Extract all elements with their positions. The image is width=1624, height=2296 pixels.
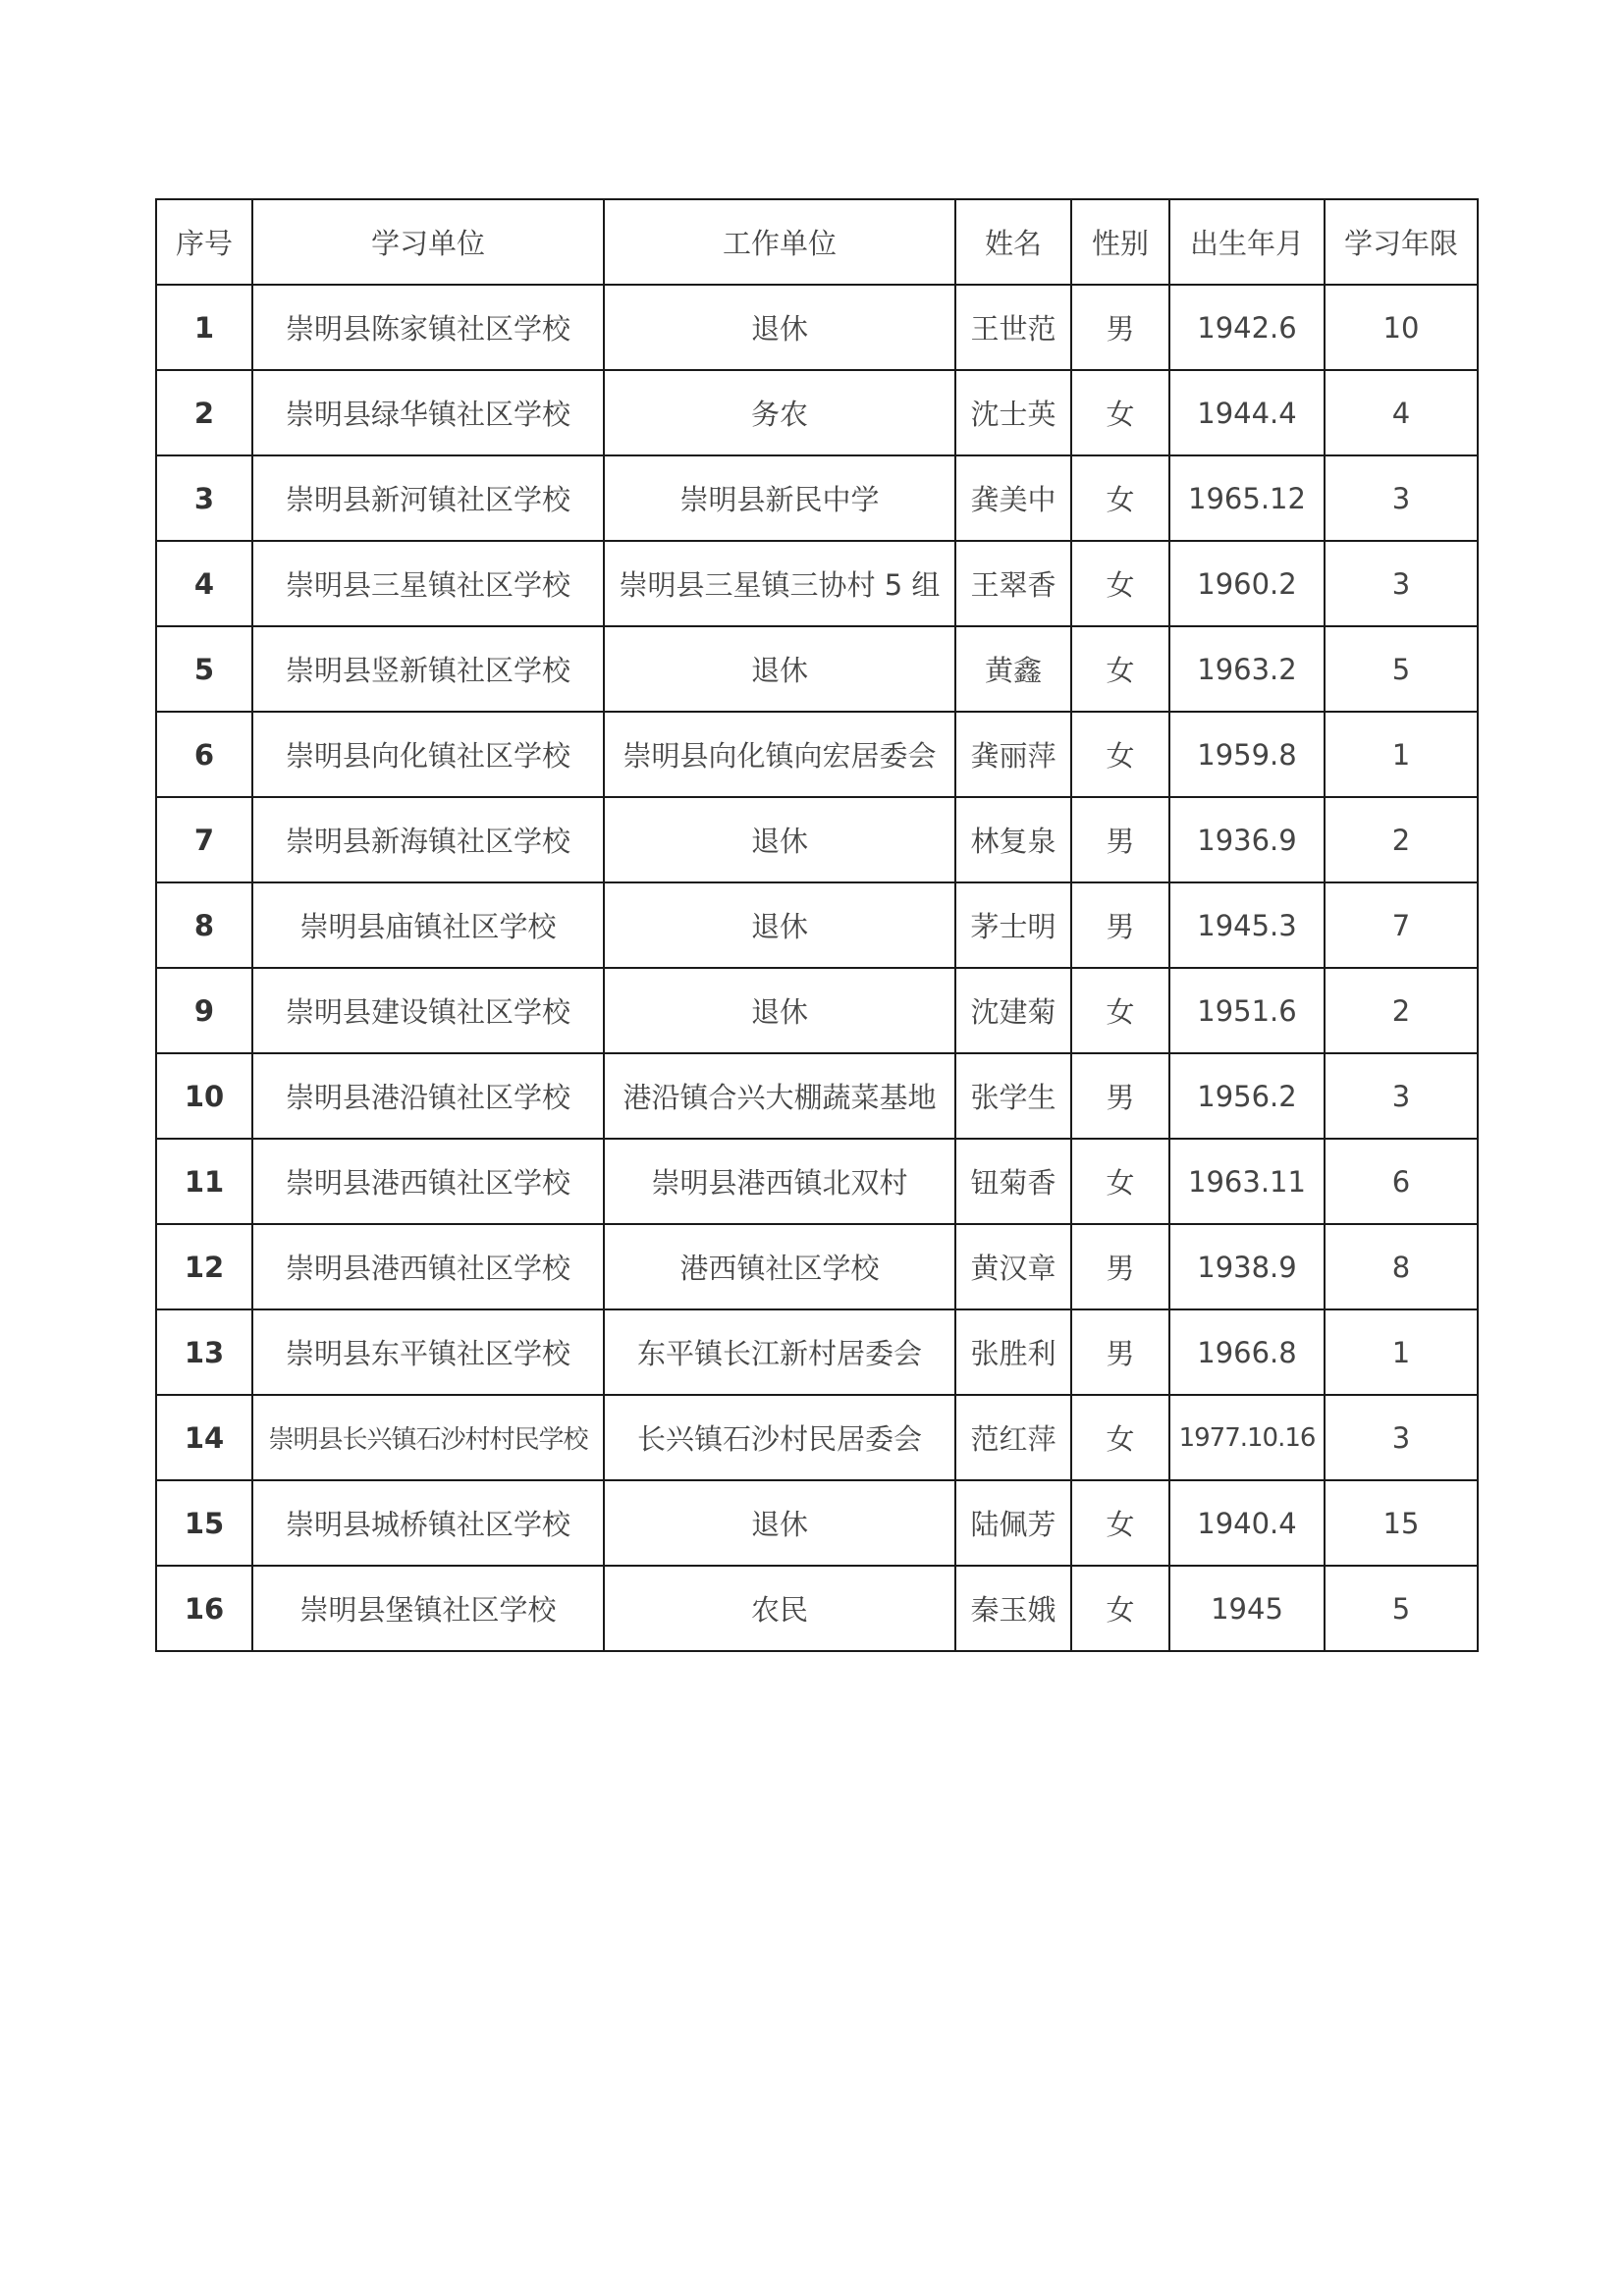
cell-gender: 女 (1071, 370, 1169, 455)
cell-birth-date: 1977.10.16 (1169, 1395, 1325, 1480)
cell-birth-date: 1963.11 (1169, 1139, 1325, 1224)
cell-study-unit: 崇明县堡镇社区学校 (252, 1566, 604, 1651)
cell-study-unit: 崇明县陈家镇社区学校 (252, 285, 604, 370)
cell-birth-date: 1945 (1169, 1566, 1325, 1651)
cell-work-unit: 退休 (604, 285, 955, 370)
cell-work-unit: 务农 (604, 370, 955, 455)
header-gender: 性别 (1071, 199, 1169, 285)
cell-gender: 女 (1071, 1566, 1169, 1651)
cell-name: 沈士英 (955, 370, 1071, 455)
cell-study-years: 8 (1325, 1224, 1478, 1309)
cell-work-unit: 崇明县向化镇向宏居委会 (604, 712, 955, 797)
cell-work-unit: 崇明县三星镇三协村 5 组 (604, 541, 955, 626)
header-study-unit: 学习单位 (252, 199, 604, 285)
cell-work-unit: 崇明县港西镇北双村 (604, 1139, 955, 1224)
table-row (156, 455, 1478, 541)
cell-study-years: 2 (1325, 968, 1478, 1053)
cell-birth-date: 1944.4 (1169, 370, 1325, 455)
cell-name: 王翠香 (955, 541, 1071, 626)
table-row (156, 797, 1478, 882)
cell-birth-date: 1942.6 (1169, 285, 1325, 370)
cell-study-years: 3 (1325, 1053, 1478, 1139)
cell-study-years: 7 (1325, 882, 1478, 968)
cell-study-unit: 崇明县绿华镇社区学校 (252, 370, 604, 455)
cell-name: 黄汉章 (955, 1224, 1071, 1309)
cell-study-unit: 崇明县港沿镇社区学校 (252, 1053, 604, 1139)
table-row (156, 712, 1478, 797)
cell-index: 3 (156, 455, 252, 541)
cell-study-years: 4 (1325, 370, 1478, 455)
cell-birth-date: 1945.3 (1169, 882, 1325, 968)
cell-name: 张学生 (955, 1053, 1071, 1139)
table-row (156, 1566, 1478, 1651)
cell-index: 5 (156, 626, 252, 712)
cell-study-unit: 崇明县竖新镇社区学校 (252, 626, 604, 712)
cell-study-unit: 崇明县向化镇社区学校 (252, 712, 604, 797)
table-row (156, 285, 1478, 370)
header-birth-date: 出生年月 (1169, 199, 1325, 285)
cell-index: 12 (156, 1224, 252, 1309)
table-row (156, 968, 1478, 1053)
table-row (156, 1395, 1478, 1480)
cell-birth-date: 1936.9 (1169, 797, 1325, 882)
cell-birth-date: 1960.2 (1169, 541, 1325, 626)
cell-gender: 女 (1071, 455, 1169, 541)
cell-work-unit: 退休 (604, 1480, 955, 1566)
cell-index: 11 (156, 1139, 252, 1224)
cell-study-years: 1 (1325, 1309, 1478, 1395)
cell-study-unit: 崇明县长兴镇石沙村村民学校 (252, 1395, 604, 1480)
cell-birth-date: 1940.4 (1169, 1480, 1325, 1566)
cell-study-unit: 崇明县庙镇社区学校 (252, 882, 604, 968)
cell-gender: 女 (1071, 541, 1169, 626)
cell-index: 16 (156, 1566, 252, 1651)
cell-birth-date: 1965.12 (1169, 455, 1325, 541)
cell-study-years: 5 (1325, 626, 1478, 712)
cell-index: 9 (156, 968, 252, 1053)
cell-gender: 女 (1071, 1395, 1169, 1480)
cell-study-years: 2 (1325, 797, 1478, 882)
cell-name: 龚美中 (955, 455, 1071, 541)
cell-gender: 女 (1071, 1139, 1169, 1224)
cell-work-unit: 退休 (604, 968, 955, 1053)
cell-name: 王世范 (955, 285, 1071, 370)
header-work-unit: 工作单位 (604, 199, 955, 285)
cell-work-unit: 东平镇长江新村居委会 (604, 1309, 955, 1395)
cell-study-years: 10 (1325, 285, 1478, 370)
cell-name: 沈建菊 (955, 968, 1071, 1053)
header-study-years: 学习年限 (1325, 199, 1478, 285)
cell-index: 15 (156, 1480, 252, 1566)
table-row (156, 1053, 1478, 1139)
cell-birth-date: 1966.8 (1169, 1309, 1325, 1395)
cell-gender: 女 (1071, 626, 1169, 712)
cell-index: 6 (156, 712, 252, 797)
cell-study-unit: 崇明县新海镇社区学校 (252, 797, 604, 882)
cell-work-unit: 崇明县新民中学 (604, 455, 955, 541)
cell-name: 张胜利 (955, 1309, 1071, 1395)
cell-study-years: 15 (1325, 1480, 1478, 1566)
cell-gender: 女 (1071, 968, 1169, 1053)
cell-work-unit: 港沿镇合兴大棚蔬菜基地 (604, 1053, 955, 1139)
cell-study-unit: 崇明县新河镇社区学校 (252, 455, 604, 541)
cell-name: 范红萍 (955, 1395, 1071, 1480)
cell-study-years: 3 (1325, 1395, 1478, 1480)
cell-work-unit: 退休 (604, 626, 955, 712)
header-index: 序号 (156, 199, 252, 285)
cell-work-unit: 港西镇社区学校 (604, 1224, 955, 1309)
cell-study-unit: 崇明县城桥镇社区学校 (252, 1480, 604, 1566)
cell-study-unit: 崇明县建设镇社区学校 (252, 968, 604, 1053)
cell-gender: 男 (1071, 882, 1169, 968)
table-row (156, 541, 1478, 626)
table-row (156, 1139, 1478, 1224)
cell-index: 4 (156, 541, 252, 626)
cell-gender: 男 (1071, 285, 1169, 370)
cell-birth-date: 1938.9 (1169, 1224, 1325, 1309)
table-row (156, 1480, 1478, 1566)
cell-birth-date: 1963.2 (1169, 626, 1325, 712)
cell-name: 秦玉娥 (955, 1566, 1071, 1651)
cell-study-unit: 崇明县东平镇社区学校 (252, 1309, 604, 1395)
table-row (156, 882, 1478, 968)
cell-work-unit: 退休 (604, 797, 955, 882)
table-row (156, 370, 1478, 455)
cell-index: 1 (156, 285, 252, 370)
cell-gender: 男 (1071, 797, 1169, 882)
cell-name: 林复泉 (955, 797, 1071, 882)
cell-index: 13 (156, 1309, 252, 1395)
cell-birth-date: 1959.8 (1169, 712, 1325, 797)
cell-index: 2 (156, 370, 252, 455)
table-row (156, 1309, 1478, 1395)
cell-index: 8 (156, 882, 252, 968)
cell-study-years: 6 (1325, 1139, 1478, 1224)
cell-index: 7 (156, 797, 252, 882)
cell-name: 龚丽萍 (955, 712, 1071, 797)
cell-work-unit: 长兴镇石沙村民居委会 (604, 1395, 955, 1480)
cell-birth-date: 1951.6 (1169, 968, 1325, 1053)
cell-index: 14 (156, 1395, 252, 1480)
cell-work-unit: 农民 (604, 1566, 955, 1651)
cell-gender: 男 (1071, 1053, 1169, 1139)
cell-study-years: 3 (1325, 455, 1478, 541)
table-row (156, 626, 1478, 712)
cell-study-unit: 崇明县港西镇社区学校 (252, 1139, 604, 1224)
header-name: 姓名 (955, 199, 1071, 285)
cell-name: 钮菊香 (955, 1139, 1071, 1224)
table-header-row (156, 199, 1478, 285)
cell-gender: 男 (1071, 1309, 1169, 1395)
table-row (156, 1224, 1478, 1309)
cell-birth-date: 1956.2 (1169, 1053, 1325, 1139)
cell-work-unit: 退休 (604, 882, 955, 968)
cell-study-unit: 崇明县港西镇社区学校 (252, 1224, 604, 1309)
cell-name: 黄鑫 (955, 626, 1071, 712)
cell-gender: 女 (1071, 1480, 1169, 1566)
cell-name: 茅士明 (955, 882, 1071, 968)
cell-gender: 女 (1071, 712, 1169, 797)
cell-study-years: 3 (1325, 541, 1478, 626)
cell-study-years: 1 (1325, 712, 1478, 797)
cell-gender: 男 (1071, 1224, 1169, 1309)
cell-index: 10 (156, 1053, 252, 1139)
member-table (155, 198, 1479, 1652)
cell-name: 陆佩芳 (955, 1480, 1071, 1566)
cell-study-unit: 崇明县三星镇社区学校 (252, 541, 604, 626)
cell-study-years: 5 (1325, 1566, 1478, 1651)
